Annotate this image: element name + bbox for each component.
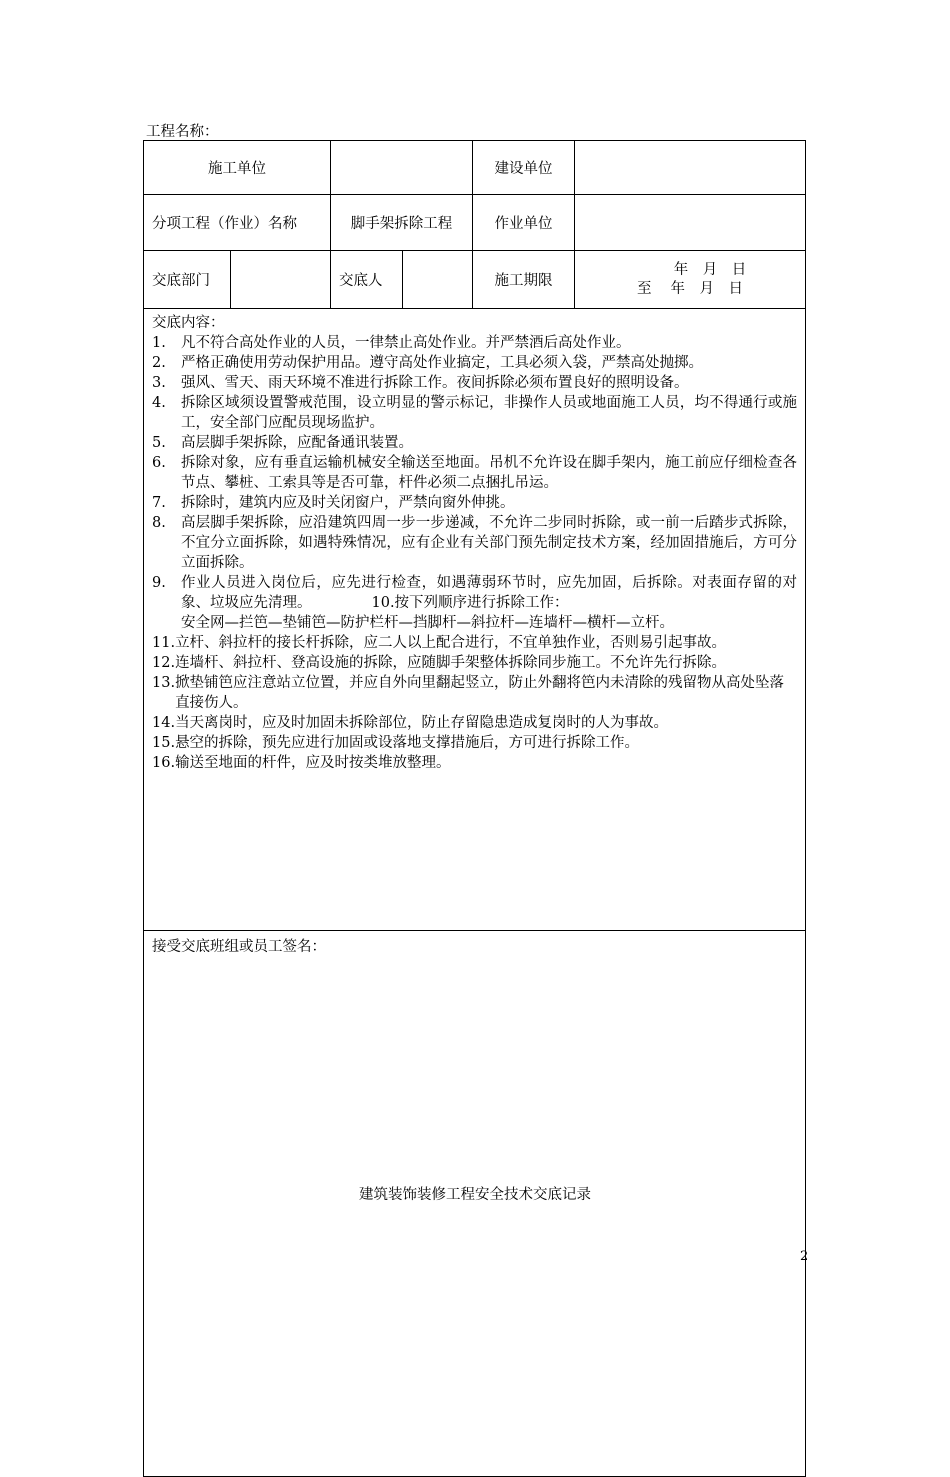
period-label: 施工期限 — [473, 251, 575, 309]
subproject-value[interactable]: 脚手架拆除工程 — [331, 195, 473, 251]
content-item — [152, 733, 797, 753]
content-item — [152, 513, 797, 573]
content-item — [152, 573, 797, 613]
item-number: 6. — [152, 455, 166, 471]
item-text: 立杆、斜拉杆的接长杆拆除，应二人以上配合进行，不宜单独作业，否则易引起事故。 — [175, 635, 727, 651]
item-text: 凡不符合高处作业的人员，一律禁止高处作业。并严禁酒后高处作业。 — [181, 335, 631, 351]
item-number: 9. — [152, 575, 166, 591]
form-row-units — [144, 141, 806, 195]
item-number: 14. — [152, 715, 176, 731]
item-text: 高层脚手架拆除，应沿建筑四周一步一步递减，不允许二步同时拆除，或一前一后踏步式拆除，不宜分立面拆除，如遇特殊情况，应有企业有关部门预先制定技术方案，经加固措施后，方可分立面拆除。 — [181, 515, 797, 571]
construction-unit-label: 施工单位 — [144, 141, 331, 195]
period-value[interactable] — [575, 251, 806, 309]
content-item — [152, 373, 797, 393]
item-number: 12. — [152, 655, 176, 671]
item-number: 16. — [152, 755, 176, 771]
content-item — [152, 713, 797, 733]
construction-unit-value[interactable] — [331, 141, 473, 195]
item-text: 拆除区域须设置警戒范围，设立明显的警示标记，非操作人员或地面施工人员，均不得通行或施工，安全部门应配员现场监护。 — [181, 395, 797, 431]
content-item — [152, 653, 797, 673]
item-text: 作业人员进入岗位后，应先进行检查，如遇薄弱环节时，应先加固，后拆除。对表面存留的对象、垃圾应先清理。 10.按下列顺序进行拆除工作： — [181, 575, 797, 611]
dept-label: 交底部门 — [144, 251, 231, 309]
form-row-content — [144, 309, 806, 931]
item-number: 5. — [152, 435, 166, 451]
work-unit-label: 作业单位 — [473, 195, 575, 251]
item-number: 8. — [152, 515, 166, 531]
form-row-subproject — [144, 195, 806, 251]
item-text: 强风、雪天、雨天环境不准进行拆除工作。夜间拆除必须布置良好的照明设备。 — [181, 375, 689, 391]
content-item — [152, 753, 797, 773]
content-item — [152, 333, 797, 353]
content-items-2 — [152, 633, 797, 773]
content-item — [152, 433, 797, 453]
content-heading: 交底内容： — [152, 315, 225, 331]
person-label: 交底人 — [331, 251, 403, 309]
period-line-2: 至 年 月 日 — [636, 280, 744, 297]
disclosure-form-table — [143, 140, 809, 1477]
content-item — [152, 493, 797, 513]
content-item — [152, 353, 797, 373]
content-cell — [144, 309, 806, 931]
item-number: 3. — [152, 375, 166, 391]
item-number: 13. — [152, 675, 176, 691]
content-item — [152, 633, 797, 653]
project-name-label: 工程名称： — [146, 124, 219, 140]
owner-unit-value[interactable] — [575, 141, 806, 195]
page-number: 2 — [800, 1249, 809, 1264]
document-caption: 建筑装饰装修工程安全技术交底记录 — [359, 1187, 591, 1203]
item-text: 连墙杆、斜拉杆、登高设施的拆除，应随脚手架整体拆除同步施工。不允许先行拆除。 — [175, 655, 727, 671]
item-number: 15. — [152, 735, 176, 751]
item-number: 11. — [152, 635, 176, 651]
item10-continuation: 安全网—拦笆—垫铺笆—防护栏杆—挡脚杆—斜拉杆—连墙杆—横杆—立杆。 — [181, 615, 674, 631]
item-10-heading: 10.按下列顺序进行拆除工作： — [371, 595, 569, 611]
work-unit-value[interactable] — [575, 195, 806, 251]
item-text: 拆除对象，应有垂直运输机械安全输送至地面。吊机不允许设在脚手架内，施工前应仔细检查各节点、攀桩、工索具等是否可靠，杆件必须二点捆扎吊运。 — [181, 455, 797, 491]
item-text: 高层脚手架拆除，应配备通讯装置。 — [181, 435, 413, 451]
item-number: 2. — [152, 355, 166, 371]
content-items — [152, 333, 797, 613]
item-text: 严格正确使用劳动保护用品。遵守高处作业搞定，工具必须入袋，严禁高处抛掷。 — [181, 355, 703, 371]
subproject-label: 分项工程（作业）名称 — [144, 195, 331, 251]
item-text: 当天离岗时，应及时加固未拆除部位，防止存留隐患造成复岗时的人为事故。 — [175, 715, 669, 731]
content-item — [152, 453, 797, 493]
period-line-1: 年 月 日 — [673, 261, 747, 278]
item-text: 输送至地面的杆件，应及时按类堆放整理。 — [175, 755, 451, 771]
person-value[interactable] — [403, 251, 473, 309]
signature-label: 接受交底班组或员工签名： — [152, 939, 326, 955]
item-text: 掀垫铺笆应注意站立位置，并应自外向里翻起竖立，防止外翻将笆内未清除的残留物从高处坠落直接伤人。 — [175, 675, 785, 711]
item-text: 拆除时，建筑内应及时关闭窗户，严禁向窗外伸挑。 — [181, 495, 515, 511]
content-item — [152, 393, 797, 433]
item-text: 悬空的拆除，预先应进行加固或设落地支撑措施后，方可进行拆除工作。 — [175, 735, 640, 751]
item-number: 1. — [152, 335, 166, 351]
dept-value[interactable] — [231, 251, 331, 309]
item-number: 7. — [152, 495, 166, 511]
content-item — [152, 673, 797, 713]
owner-unit-label: 建设单位 — [473, 141, 575, 195]
form-row-disclosure — [144, 251, 806, 309]
item-number: 4. — [152, 395, 166, 411]
